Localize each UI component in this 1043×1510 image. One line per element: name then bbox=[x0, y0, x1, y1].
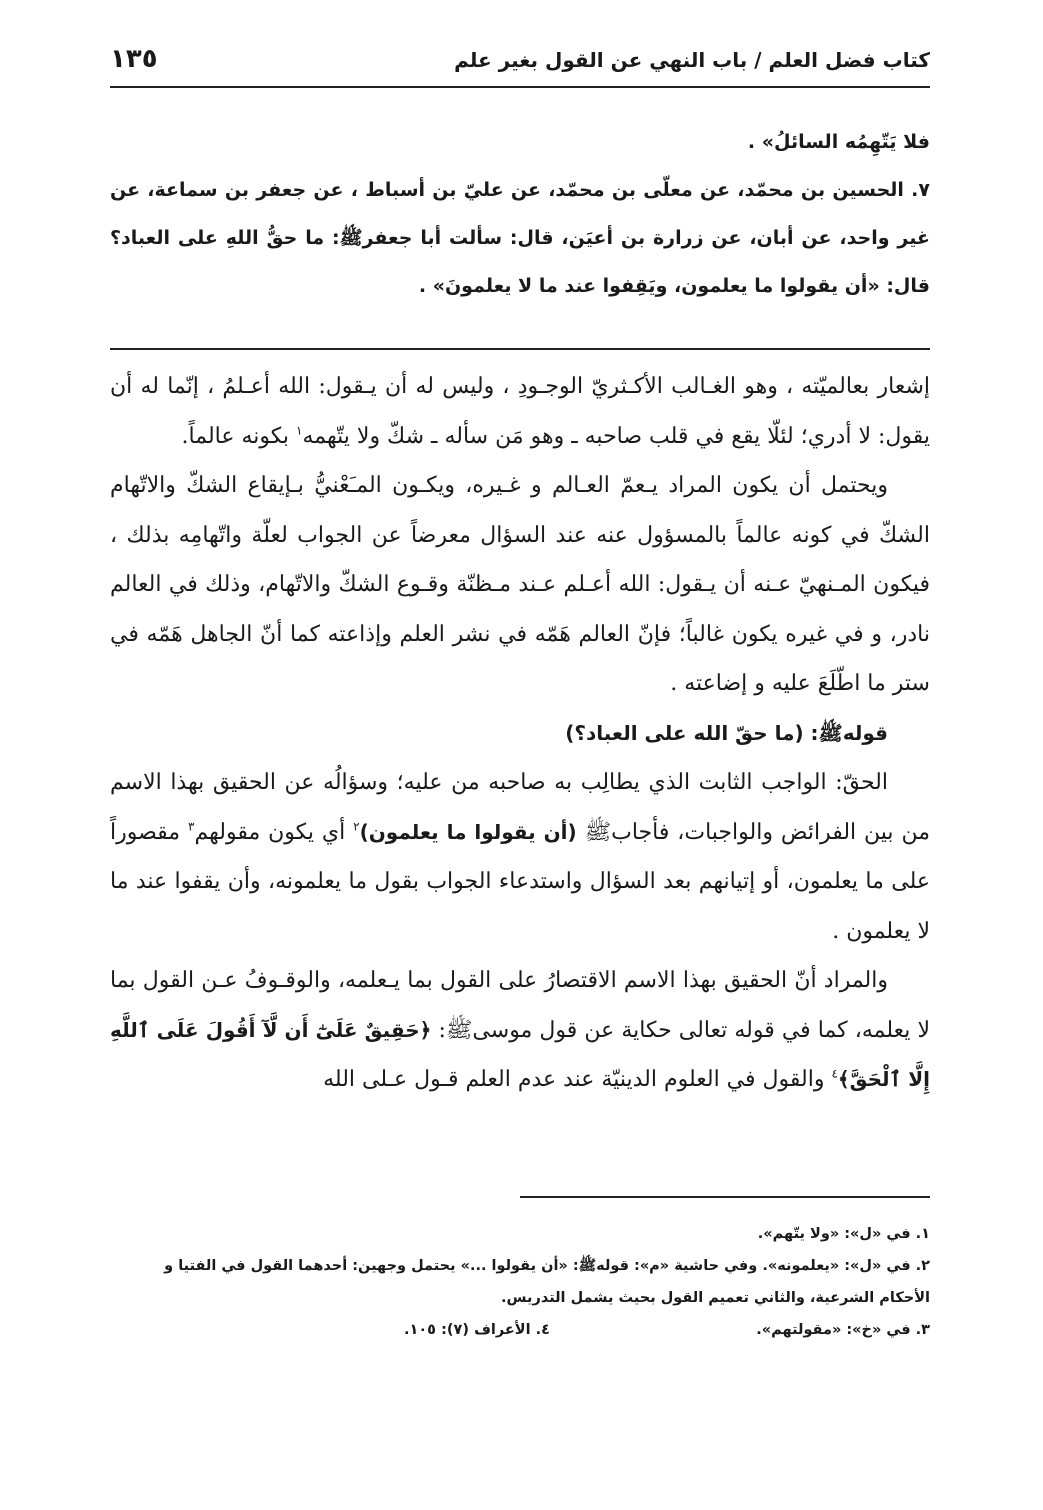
commentary-p3-text-b: أي يكون مقولهم bbox=[194, 819, 346, 845]
footnote-divider bbox=[520, 1196, 930, 1198]
footnote-3: ٣. في «خ»: «مقولتهم». bbox=[756, 1322, 930, 1338]
commentary-paragraph-2: ويحتمل أن يكون المراد يـعمّ العـالم و غـيره، ويكـون المـَعْنيُّ بـإيقاع الشكّ والاتّهام الشكّ في كونه عالماً بالمسؤول عنه عند السؤال معرضاً عن الجواب لعلّة واتّهامِه بذلك ، فيكون المـنهيّ عـنه أن يـقول: الله أعـلم عـند مـظنّة وقـوع الشكّ والاتّهام، وذلك في العالم نادر، و في غيره يكون غالباً؛ فإنّ العالم هَمّه في نشر العلم وإذاعته كما أنّ الجاهل هَمّه في ستر ما اطّلَعَ عليه و إضاعته . bbox=[110, 473, 930, 696]
hadith-text bbox=[110, 118, 930, 310]
commentary-p1-end: بكونه عالماً. bbox=[181, 423, 290, 449]
commentary-p4-text-b: والقول في العلوم الدينيّة عند عدم العلم قـول عـلى الله bbox=[323, 1067, 825, 1092]
header-title: كتاب فضل العلم / باب النهي عن القول بغير علم bbox=[454, 48, 930, 72]
commentary-text bbox=[110, 362, 930, 1105]
page-number: ١٣٥ bbox=[110, 44, 158, 74]
footnote-4: ٤. الأعراف (٧): ١٠٥. bbox=[403, 1322, 550, 1338]
commentary-p3-quote: (أن يقولوا ما يعلمون) bbox=[359, 819, 577, 844]
footnotes bbox=[110, 1218, 930, 1346]
commentary-heading: قولهﷺ: (ما حقّ الله على العباد؟) bbox=[565, 720, 888, 745]
commentary-p3-text-c: مقصوراً على ما يعلمون، أو إتيانهم بعد السؤال واستدعاء الجواب بقول ما يعلمونه، وأن يقفوا عند ما لا يعلمون . bbox=[110, 819, 930, 944]
footnote-1: ١. في «ل»: «ولا يتّهم». bbox=[757, 1226, 930, 1242]
footnote-ref-2: ٢ bbox=[353, 819, 360, 834]
running-header bbox=[110, 40, 930, 88]
commentary-p3-text-a: الحقّ: الواجب الثابت الذي يطالِب به صاحبه من عليه؛ وسؤالُه عن الحقيق بهذا الاسم من بين الفرائض والواجبات، فأجابﷺ bbox=[110, 770, 930, 845]
hadith-7: ٧. الحسين بن محمّد، عن معلّى بن محمّد، عن عليّ بن أسباط ، عن جعفر بن سماعة، عن غير واحد، عن أبان، عن زرارة بن أعيَن، قال: سألت أبا جعفرﷺ: ما حقُّ اللهِ على العباد؟ قال: «أن يقولوا ما يعلمون، ويَقِفوا عند ما لا يعلمونَ» . bbox=[110, 179, 930, 297]
footnote-ref-1: ١ bbox=[296, 423, 303, 438]
commentary-divider bbox=[110, 348, 930, 350]
footnote-2: ٢. في «ل»: «يعلمونه». وفي حاشية «م»: قولهﷺ: «أن يقولوا ...» يحتمل وجهين: أحدهما القول في الفتيا و الأحكام الشرعية، والثاني تعميم القول بحيث يشمل التدريس. bbox=[164, 1258, 930, 1306]
footnote-ref-3: ٣ bbox=[188, 819, 195, 834]
hadith-line-continuation: فلا يَتّهِمُه السائلُ» . bbox=[747, 131, 930, 153]
commentary-paragraph-3 bbox=[110, 758, 930, 956]
commentary-paragraph-4 bbox=[110, 956, 930, 1105]
book-page bbox=[110, 0, 930, 1510]
footnote-row bbox=[110, 1314, 930, 1346]
commentary-paragraph-1 bbox=[110, 362, 930, 461]
quran-verse: ﴿حَقِيقٌ عَلَىٰٓ أَن لَّآ أَقُولَ عَلَى ٱللَّهِ إِلَّا ٱلْحَقَّ﴾ bbox=[110, 1017, 930, 1091]
commentary-p4-text-a: والمراد أنّ الحقيق بهذا الاسم الاقتصارُ على القول بما يـعلمه، والوقـوفُ عـن القول بما لا يعلمه، كما في قوله تعالى حكاية عن قول موسىﷺ: bbox=[110, 968, 930, 1043]
footnote-ref-4: ٤ bbox=[831, 1066, 838, 1081]
commentary-p1-text: إشعار بعالميّته ، وهو الغـالب الأكـثريّ الوجـودِ ، وليس له أن يـقول: الله أعـلمُ ، إنّما له أن يقول: لا أدري؛ لئلّا يقع في قلب صاحبه ـ وهو مَن سأله ـ شكّ ولا يتّهمه bbox=[110, 374, 930, 449]
